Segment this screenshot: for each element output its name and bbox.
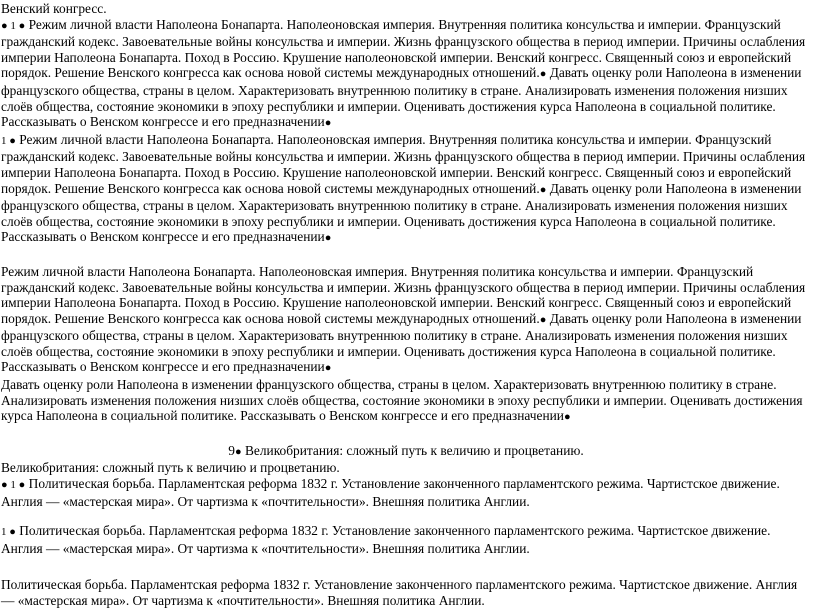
topic-text: Режим личной власти Наполеона Бонапарта. Наполеоновская империя. Внутренняя политика консульства и империи. Французский гражданский кодекс. Завоевательные войны консульства и империи. Жизнь французского общества в период империи. Причины ослабления империи Наполеона Бонапарта. Поход в Россию. Крушение наполеоновской империи. Венский конгресс. Священный союз и европейский порядок. Решение Венского конгресса как основа новой системы международных отношений. [1,16,806,81]
bullet-mark: ● [563,411,571,424]
section-heading [1,443,811,461]
spacer [1,556,811,573]
outcome-text: Давать оценку роли Наполеона в изменении французского общества, страны в целом. Характеризовать внутреннюю политику в стране. Анализировать изменения положения низших слоёв общества, состояние экономики в эпоху республики и империи. Оценивать достижения курса Наполеона в социальной политике. Рассказывать о Венском конгрессе и его предназначении [1,310,802,375]
paragraph-napoleon-1 [1,17,811,132]
spacer [1,509,811,523]
bullet-mark: ● [539,68,547,81]
section-title: Великобритания: сложный путь к величию и процветанию. [244,442,584,458]
paragraph-britain-1 [1,476,811,509]
paragraph-napoleon-2 [1,132,811,247]
topic-text: Политическая борьба. Парламентская реформа 1832 г. Установление законченного парламентского режима. Чартистское движение. Англия — «мастерская мира». От чартизма к «почтительности». Внешняя политика Англии. [1,476,780,509]
outcome-text: Давать оценку роли Наполеона в изменении французского общества, страны в целом. Характеризовать внутреннюю политику в стране. Анализировать изменения положения низших слоёв общества, состояние экономики в эпоху республики и империи. Оценивать достижения курса Наполеона в социальной политике. Рассказывать о Венском конгрессе и его предназначении [1,180,802,245]
bullet-prefix: ● 1 ● [1,19,26,32]
document-page [1,1,811,609]
bullet-mark: ● [539,183,547,196]
bullet-prefix: 1 ● [1,526,16,539]
paragraph-napoleon-3 [1,264,811,377]
topic-text: Политическая борьба. Парламентская реформа 1832 г. Установление законченного парламентского режима. Чартистское движение. Англия — «мастерская мира». От чартизма к «почтительности». Внешняя политика Англии. [1,577,798,608]
topic-text: Режим личной власти Наполеона Бонапарта. Наполеоновская империя. Внутренняя политика консульства и империи. Французский гражданский кодекс. Завоевательные войны консульства и империи. Жизнь французского общества в период империи. Причины ослабления империи Наполеона Бонапарта. Поход в Россию. Крушение наполеоновской империи. Венский конгресс. Священный союз и европейский порядок. Решение Венского конгресса как основа новой системы международных отношений. [1,131,806,196]
outcome-text: Давать оценку роли Наполеона в изменении французского общества, страны в целом. Характеризовать внутреннюю политику в стране. Анализировать изменения положения низших слоёв общества, состояние экономики в эпоху республики и империи. Оценивать достижения курса Наполеона в социальной политике. Рассказывать о Венском конгрессе и его предназначении [1,65,802,130]
paragraph-britain-3 [1,577,811,608]
paragraph-napoleon-4 [1,377,811,426]
bullet-prefix: ● 1 ● [1,479,26,492]
section-number: 9 [228,442,235,458]
outcome-text: Давать оценку роли Наполеона в изменении французского общества, страны в целом. Характеризовать внутреннюю политику в стране. Анализировать изменения положения низших слоёв общества, состояние экономики в эпоху республики и империи. Оценивать достижения курса Наполеона в социальной политике. Рассказывать о Венском конгрессе и его предназначении [1,377,803,424]
section-title-repeat: Великобритания: сложный путь к величию и процветанию. [1,460,340,476]
paragraph-britain-2 [1,523,811,556]
bullet-mark: ● [324,117,332,130]
bullet-mark: ● [234,445,242,458]
bullet-mark: ● [324,232,332,245]
text-line-intro: Венский конгресс. [1,1,107,16]
bullet-mark: ● [539,313,547,326]
bullet-mark: ● [324,362,332,375]
spacer [1,247,811,264]
spacer [1,426,811,443]
topic-text: Режим личной власти Наполеона Бонапарта. Наполеоновская империя. Внутренняя политика консульства и империи. Французский гражданский кодекс. Завоевательные войны консульства и империи. Жизнь французского общества в период империи. Причины ослабления империи Наполеона Бонапарта. Поход в Россию. Крушение наполеоновской империи. Венский конгресс. Священный союз и европейский порядок. Решение Венского конгресса как основа новой системы международных отношений. [1,263,806,326]
topic-text: Политическая борьба. Парламентская реформа 1832 г. Установление законченного парламентского режима. Чартистское движение. Англия — «мастерская мира». От чартизма к «почтительности». Внешняя политика Англии. [1,523,771,556]
bullet-prefix: 1 ● [1,134,16,147]
